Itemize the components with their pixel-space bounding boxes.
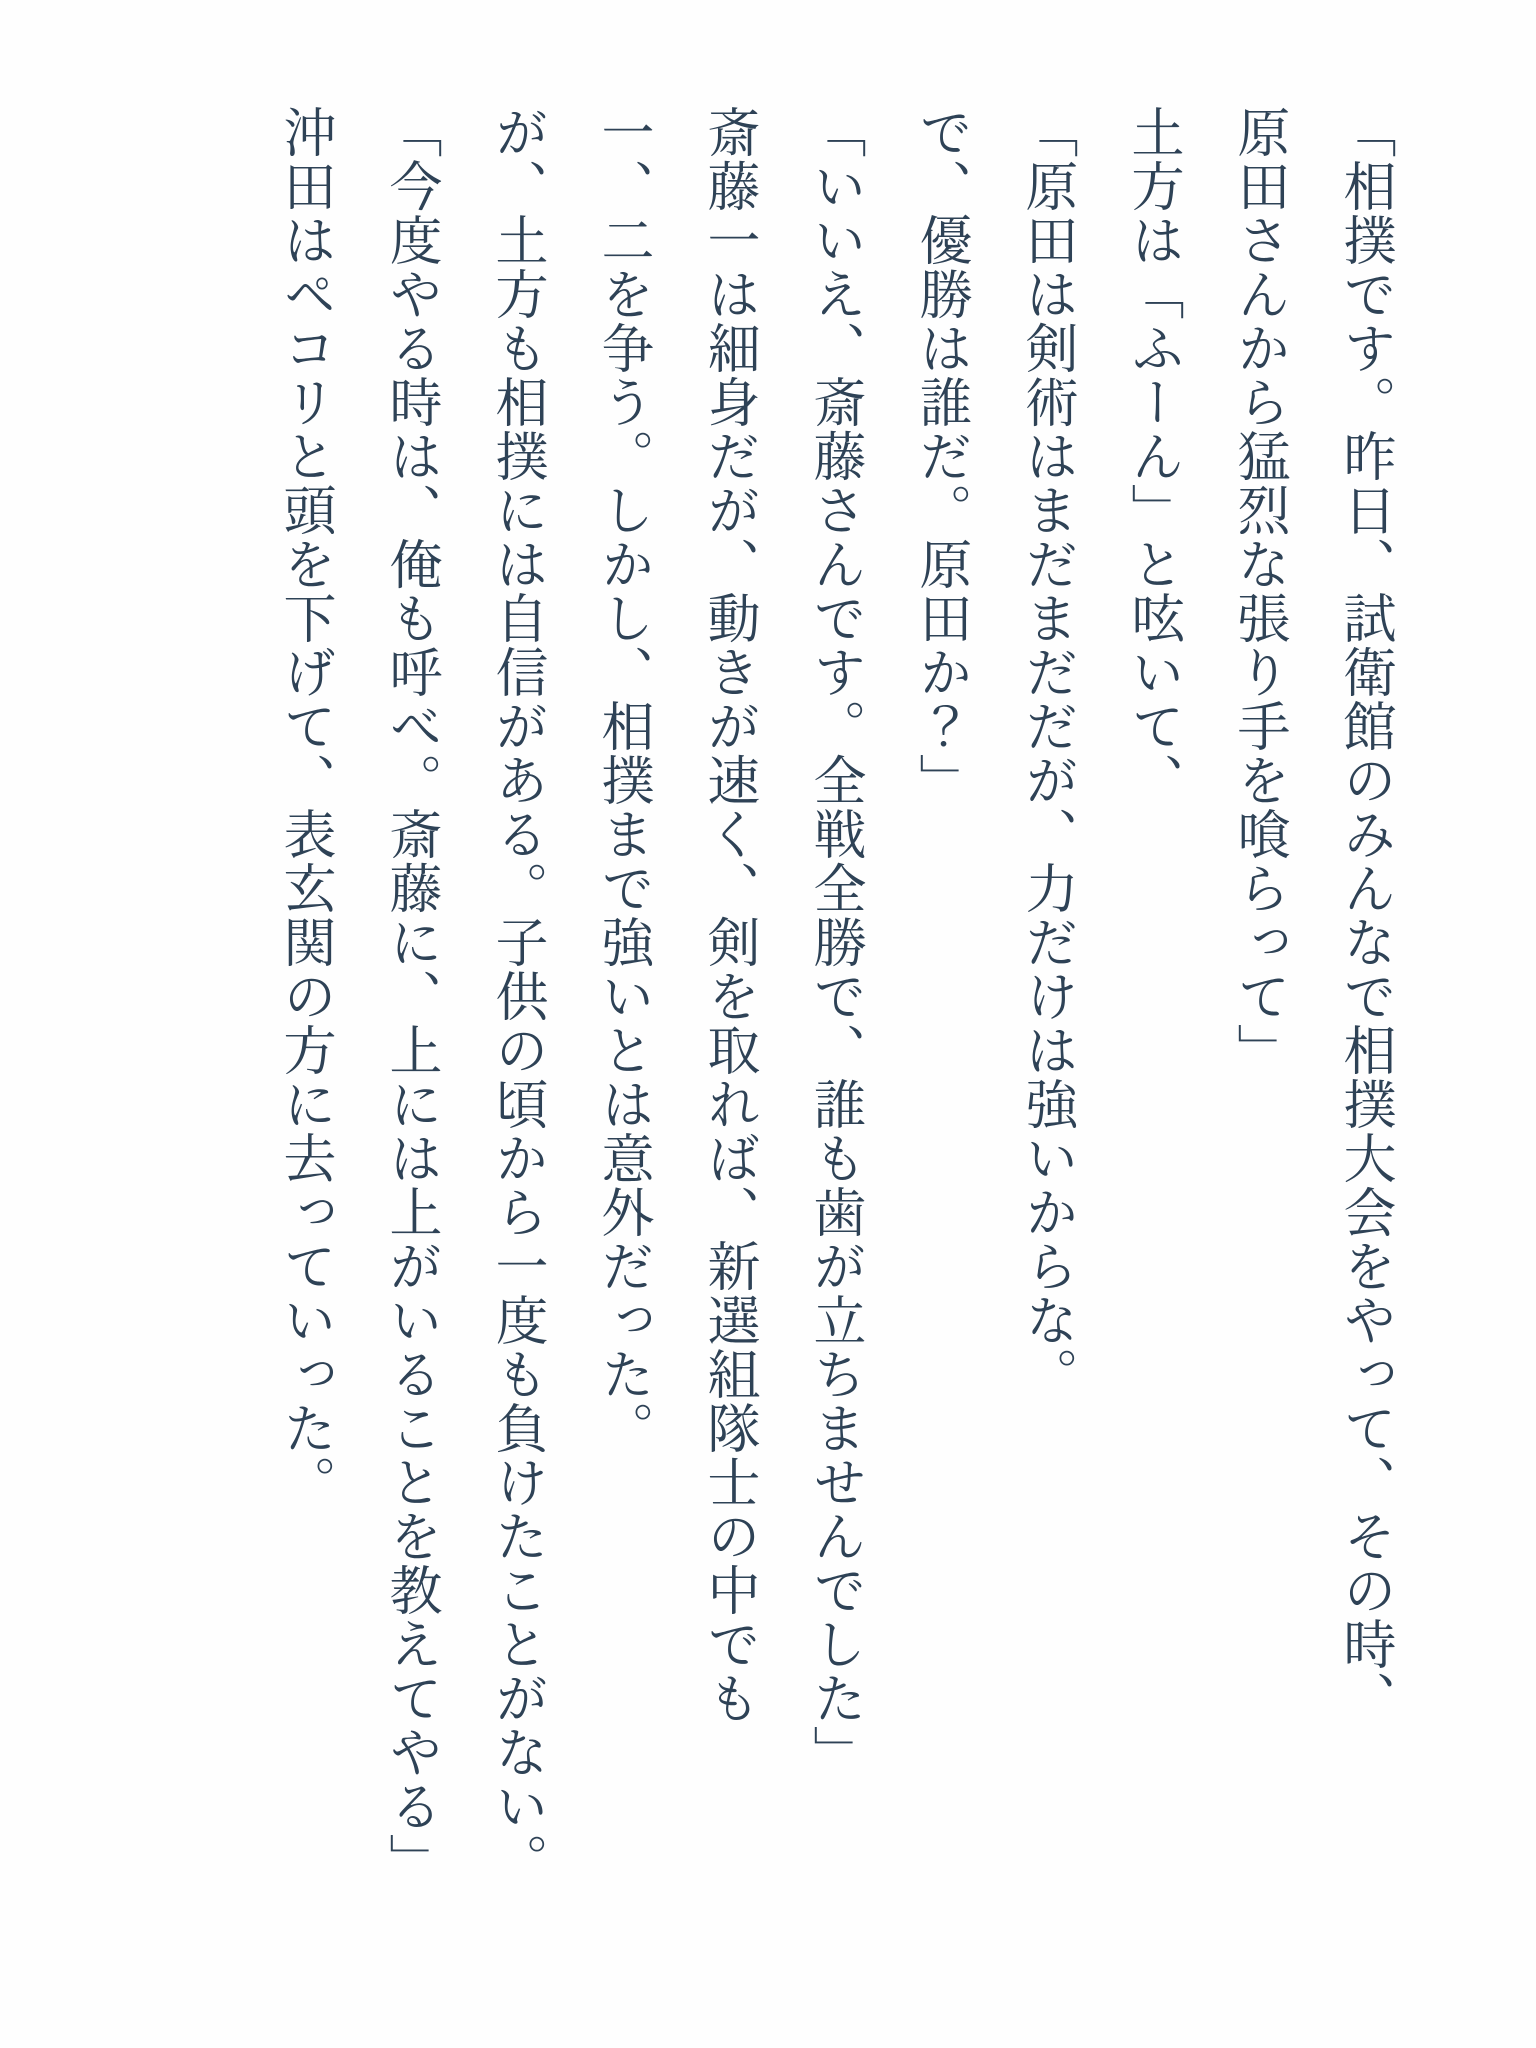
novel-text-body	[252, 105, 1418, 1915]
text-line: 斎藤一は細身だが、動きが速く、剣を取れば、新選組隊士の中でも	[699, 105, 760, 1725]
text-line: 土方は「ふーん」と呟いて、	[1123, 105, 1184, 807]
text-line: 「今度やる時は、俺も呼べ。斎藤に、上には上がいることを教えてやる」	[381, 105, 442, 1887]
text-line: 「原田は剣術はまだまだだが、力だけは強いからな。	[1017, 105, 1078, 1401]
text-line: 一、二を争う。しかし、相撲まで強いとは意外だった。	[593, 105, 654, 1455]
text-line: 「相撲です。昨日、試衛館のみんなで相撲大会をやって、その時、	[1335, 105, 1396, 1725]
text-line: で、優勝は誰だ。原田か？」	[911, 105, 972, 807]
text-line: 原田さんから猛烈な張り手を喰らって」	[1229, 105, 1290, 1077]
text-line: 沖田はペコリと頭を下げて、表玄関の方に去っていった。	[275, 105, 336, 1509]
text-line: 「いいえ、斎藤さんです。全戦全勝で、誰も歯が立ちませんでした」	[805, 105, 866, 1779]
text-line: が、土方も相撲には自信がある。子供の頃から一度も負けたことがない。	[487, 105, 548, 1887]
